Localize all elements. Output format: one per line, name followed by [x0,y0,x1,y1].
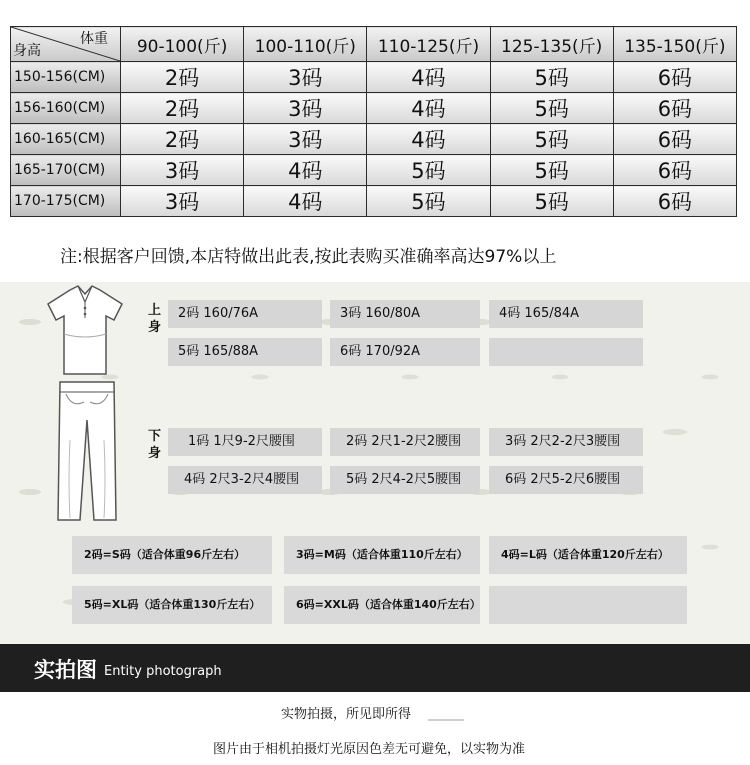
bottom-size-chip: 6码 2尺5-2尺6腰围 [489,466,643,494]
table-corner-cell [11,27,121,62]
size-cell: 4码 [244,155,367,186]
photo-section-title: 实拍图 [34,658,97,682]
table-row [11,62,737,93]
photo-caption-disclaimer: 图片由于相机拍摄灯光原因色差无可避免，以实物为准 [213,742,526,757]
trousers-icon [54,380,120,525]
size-cell: 4码 [367,93,490,124]
table-row [11,93,737,124]
decorative-divider [428,719,464,721]
size-cell: 6码 [613,124,736,155]
size-detail-panel [0,282,750,644]
top-size-chip: 4码 165/84A [489,300,643,328]
photo-section-subtitle: Entity photograph [104,664,222,679]
top-size-chip: 2码 160/76A [168,300,322,328]
weight-column-header: 135-150(斤) [613,27,736,62]
weight-column-header: 100-110(斤) [244,27,367,62]
top-size-chip-empty [489,338,643,366]
fit-chip: 5码=XL码（适合体重130斤左右） [72,586,272,624]
weight-column-header: 110-125(斤) [367,27,490,62]
bottom-size-chip: 3码 2尺2-2尺3腰围 [489,428,643,456]
weight-column-header: 125-135(斤) [490,27,613,62]
top-size-chip: 5码 165/88A [168,338,322,366]
height-range-cell: 160-165(CM) [11,124,121,155]
height-range-cell: 165-170(CM) [11,155,121,186]
fit-chip: 2码=S码（适合体重96斤左右） [72,536,272,574]
polo-shirt-icon [42,284,128,380]
size-cell: 3码 [244,93,367,124]
size-cell: 5码 [490,155,613,186]
table-row [11,155,737,186]
top-section-label: 上身 [148,303,162,335]
fit-chip: 6码=XXL码（适合体重140斤左右） [284,586,480,624]
size-cell: 3码 [244,124,367,155]
bottom-section-label: 下身 [148,429,162,461]
size-cell: 6码 [613,155,736,186]
size-cell: 4码 [367,124,490,155]
top-size-chip: 3码 160/80A [330,300,480,328]
fit-chip: 4码=L码（适合体重120斤左右） [489,536,687,574]
bottom-size-chip: 4码 2尺3-2尺4腰围 [168,466,322,494]
height-range-cell: 150-156(CM) [11,62,121,93]
size-cell: 5码 [367,186,490,217]
bottom-size-chip: 5码 2尺4-2尺5腰围 [330,466,480,494]
height-axis-label: 身高 [13,43,41,59]
size-table [10,26,737,217]
size-cell: 2码 [121,93,244,124]
table-row [11,186,737,217]
size-cell: 6码 [613,186,736,217]
height-range-cell: 170-175(CM) [11,186,121,217]
table-header-row [11,27,737,62]
bottom-size-chip: 2码 2尺1-2尺2腰围 [330,428,480,456]
photo-caption-primary: 实物拍摄，所见即所得 [281,707,412,722]
table-row [11,124,737,155]
top-size-chip: 6码 170/92A [330,338,480,366]
weight-axis-label: 体重 [80,31,108,47]
bottom-size-chip: 1码 1尺9-2尺腰围 [168,428,322,456]
size-cell: 4码 [367,62,490,93]
size-cell: 2码 [121,62,244,93]
fit-chip: 3码=M码（适合体重110斤左右） [284,536,480,574]
size-cell: 3码 [121,155,244,186]
size-cell: 5码 [367,155,490,186]
size-cell: 5码 [490,62,613,93]
fit-chip-empty [489,586,687,624]
size-cell: 4码 [244,186,367,217]
weight-column-header: 90-100(斤) [121,27,244,62]
size-cell: 6码 [613,62,736,93]
size-cell: 5码 [490,186,613,217]
size-cell: 2码 [121,124,244,155]
size-cell: 6码 [613,93,736,124]
size-cell: 3码 [244,62,367,93]
size-cell: 5码 [490,124,613,155]
size-cell: 3码 [121,186,244,217]
size-cell: 5码 [490,93,613,124]
photo-section-header [0,644,750,692]
height-range-cell: 156-160(CM) [11,93,121,124]
accuracy-note: 注:根据客户回馈,本店特做出此表,按此表购买准确率高达97%以上 [60,247,557,267]
